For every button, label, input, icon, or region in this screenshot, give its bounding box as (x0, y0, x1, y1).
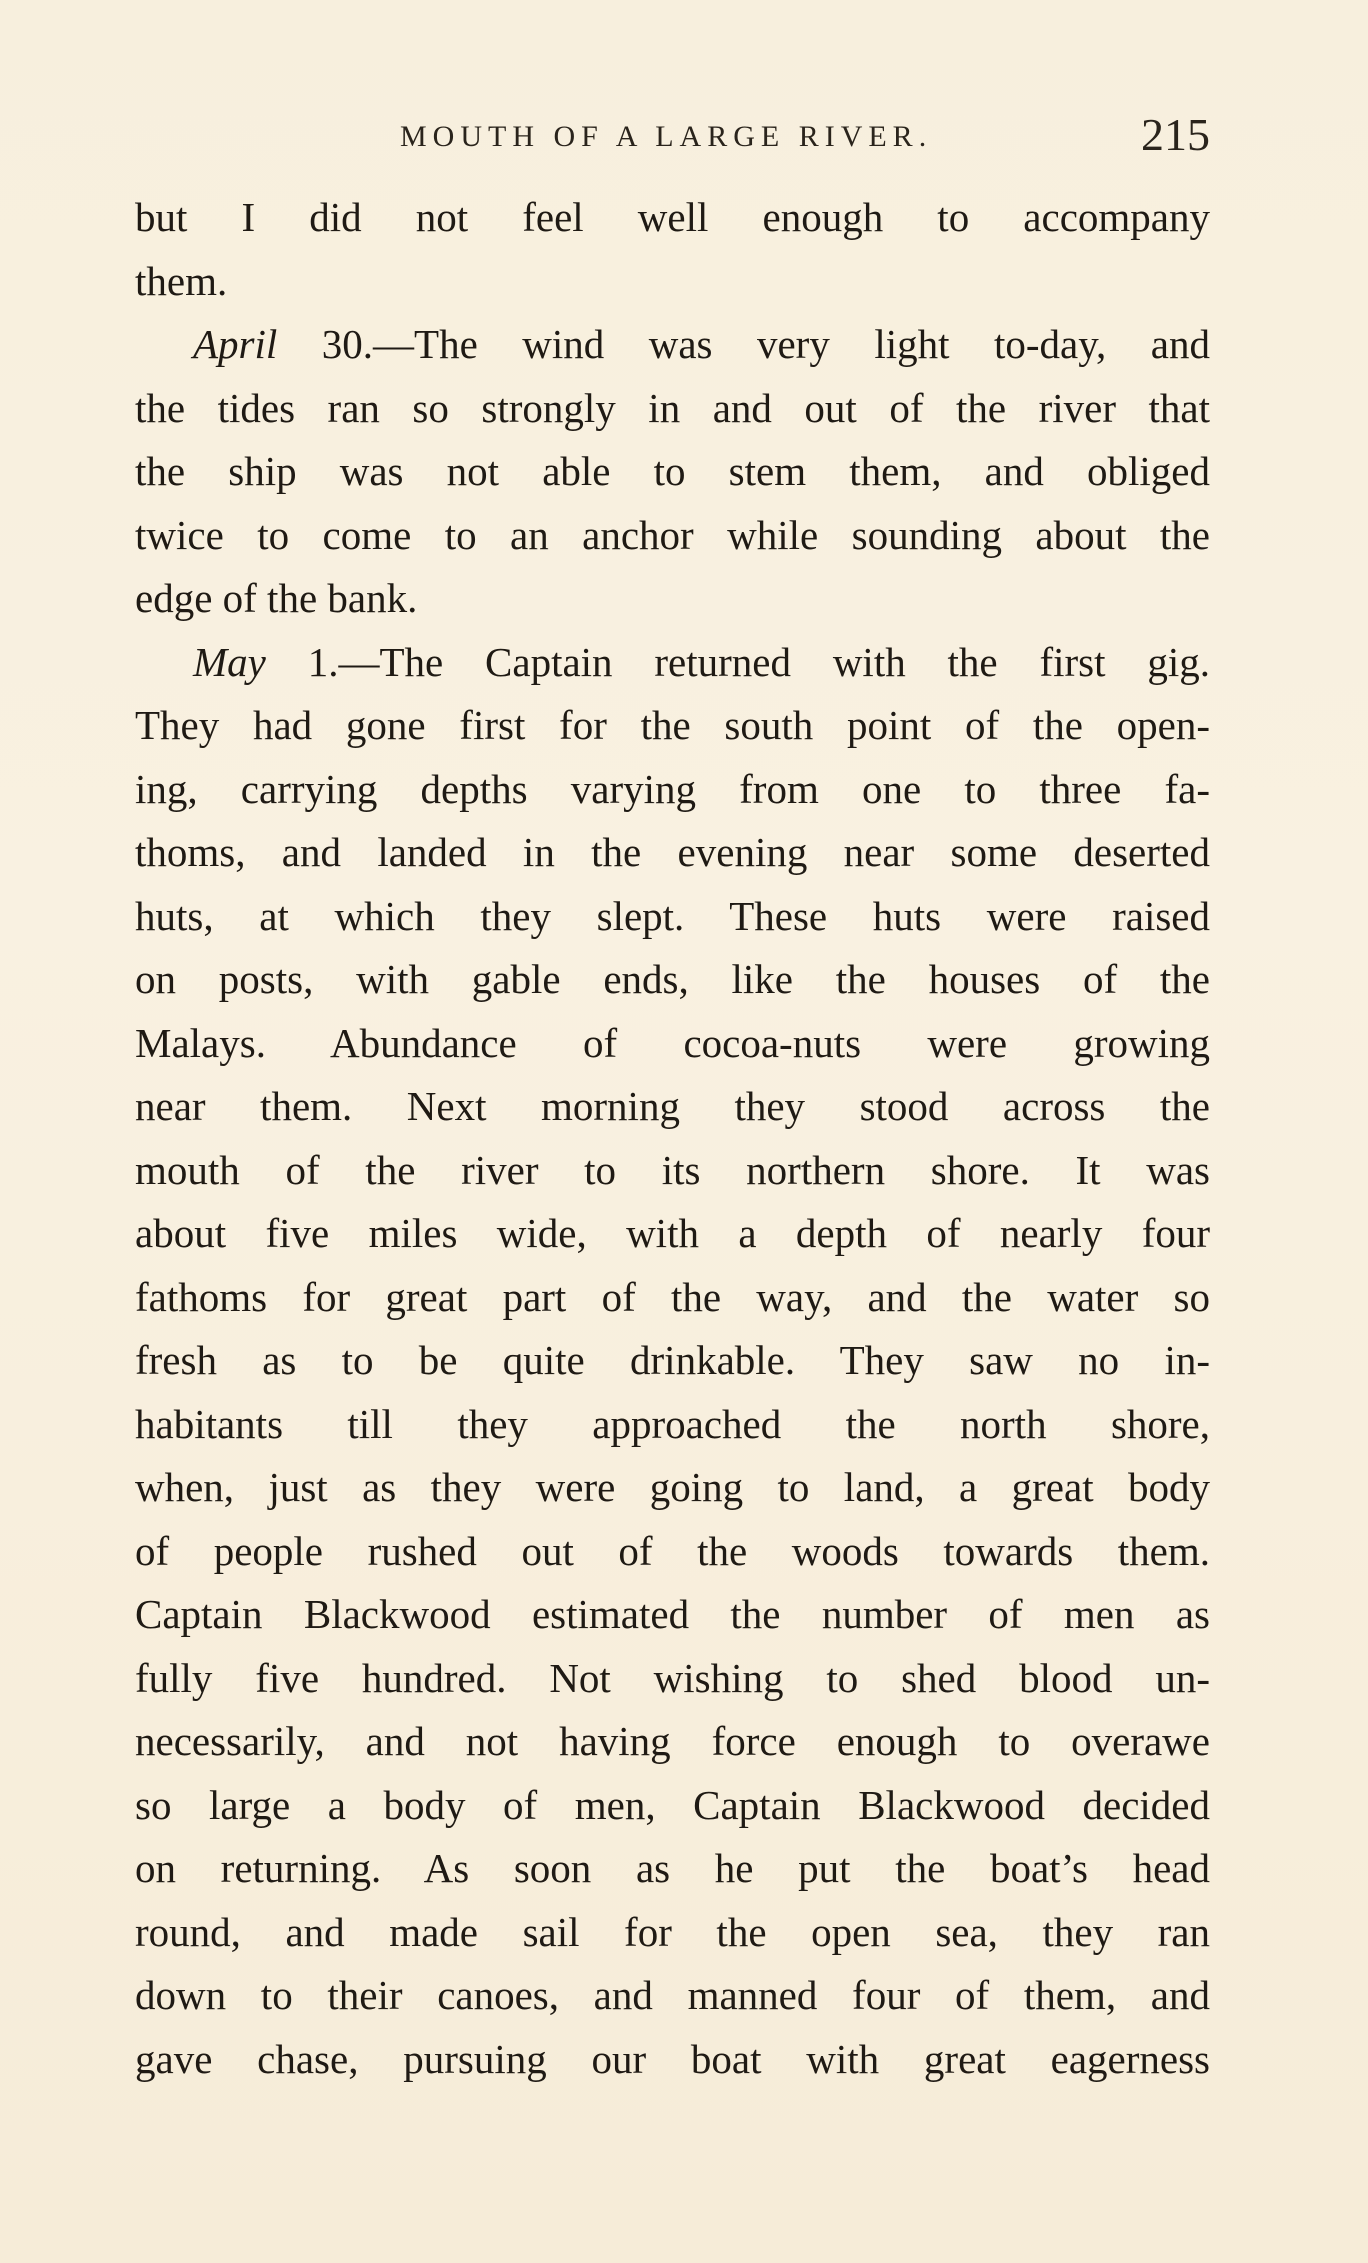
text-line: huts, at which they slept. These huts were raised (135, 892, 1210, 939)
text-line: They had gone first for the south point of the open- (135, 702, 1210, 748)
text-line: down to their canoes, and manned four of them, and (135, 1972, 1210, 2018)
text-line: of people rushed out of the woods towards them. (135, 1527, 1210, 1574)
text-line: ing, carrying depths varying from one to three fa- (135, 765, 1210, 812)
text-line: twice to come to an anchor while sounding about the (135, 511, 1210, 558)
text-line: but I did not feel well enough to accompany (135, 194, 1210, 240)
running-title: MOUTH OF A LARGE RIVER. (400, 120, 933, 153)
text-line: Captain Blackwood estimated the number of men as (135, 1591, 1210, 1637)
text-line: habitants till they approached the north shore, (135, 1400, 1210, 1447)
text-line: thoms, and landed in the evening near some deserted (135, 829, 1210, 875)
text-line: when, just as they were going to land, a great body (135, 1464, 1210, 1510)
text-line: fresh as to be quite drinkable. They saw no in- (135, 1337, 1210, 1383)
running-head (400, 108, 1210, 168)
text-line: fathoms for great part of the way, and the water so (135, 1273, 1210, 1320)
text-line: fully five hundred. Not wishing to shed blood un- (135, 1654, 1210, 1701)
text-line: the tides ran so strongly in and out of the river that (135, 384, 1210, 431)
text-line: Malays. Abundance of cocoa-nuts were growing (135, 1019, 1210, 1066)
text-line: near them. Next morning they stood across the (135, 1083, 1210, 1129)
text-line: edge of the bank. (135, 575, 418, 621)
text-line: April 30.—The wind was very light to-day, and (193, 321, 1210, 367)
text-line: so large a body of men, Captain Blackwood decided (135, 1781, 1210, 1828)
text-line: mouth of the river to its northern shore. It was (135, 1146, 1210, 1193)
text-line: round, and made sail for the open sea, they ran (135, 1908, 1210, 1955)
text-line: gave chase, pursuing our boat with great eagerness (135, 2035, 1210, 2082)
entry-date-label: May (193, 638, 266, 685)
page-number: 215 (1141, 109, 1210, 160)
entry-date-label: April (193, 321, 278, 367)
body-text (135, 186, 1210, 2091)
text-line: on returning. As soon as he put the boat’s head (135, 1845, 1210, 1891)
text-line: the ship was not able to stem them, and obliged (135, 448, 1210, 494)
text-line: necessarily, and not having force enough to overawe (135, 1718, 1210, 1764)
text-line: May 1.—The Captain returned with the first gig. (193, 638, 1210, 685)
text-line: about five miles wide, with a depth of nearly four (135, 1210, 1210, 1256)
text-line: on posts, with gable ends, like the houses of the (135, 956, 1210, 1002)
text-line: them. (135, 257, 228, 304)
